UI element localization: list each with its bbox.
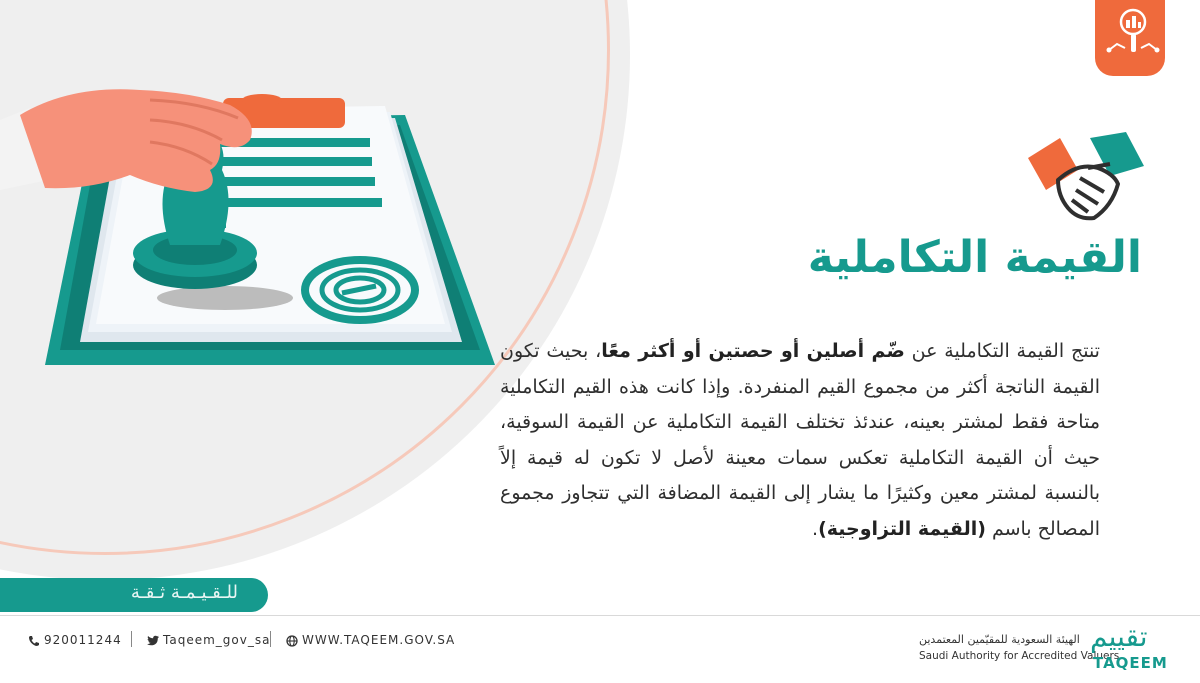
org-name-english: Saudi Authority for Accredited Valuers [919, 650, 1120, 662]
logo-arabic: تقييم [1090, 620, 1148, 653]
footer-separator [270, 631, 271, 647]
logo-english: TAQEEM [1093, 654, 1168, 672]
body-text-main: ، بحيث تكون القيمة الناتجة أكثر من مجموع القيم المنفردة. وإذا كانت هذه القيم التكاملية متاحة فقط لمشتر بعينه، عندئذ تختلف القيمة التكاملية عن القيمة السوقية، حيث أن القيمة التكاملية تعكس سمات معينة لأصل لا تكون له قيمة إلاً بالنسبة لمشتر معين وكثيرًا ما يشار إلى القيمة المضافة التي تتجاوز مجموع المصالح باسم [500, 340, 1100, 540]
footer-separator [131, 631, 132, 647]
footer-twitter[interactable]: Taqeem_gov_sa [163, 633, 271, 647]
body-text-end: . [812, 517, 819, 540]
body-text-bold2: (القيمة التزاوجية) [818, 517, 986, 540]
handshake-icon [1028, 128, 1148, 226]
globe-icon [286, 635, 298, 647]
footer-phone[interactable]: 920011244 [44, 633, 122, 647]
tagline-text: للـقـيـمـة ثـقـة [130, 582, 238, 603]
body-text-bold: ضّم أصلين أو حصتين أو أكثر معًا [601, 340, 905, 362]
footer-website[interactable]: WWW.TAQEEM.GOV.SA [302, 633, 456, 647]
stamp-illustration [0, 80, 500, 380]
page-title: القيمة التكاملية [807, 232, 1142, 283]
footer-divider [0, 615, 1200, 616]
org-name-arabic: الهيئة السعودية للمقيّمين المعتمدين [919, 633, 1080, 646]
body-text-prefix: تنتج القيمة التكاملية عن [904, 340, 1100, 362]
twitter-icon [147, 635, 159, 646]
tagline-bar [0, 578, 268, 612]
analytics-badge-icon [1095, 0, 1165, 76]
body-paragraph [500, 334, 1100, 547]
analytics-badge [1095, 0, 1165, 76]
phone-icon [28, 635, 40, 647]
